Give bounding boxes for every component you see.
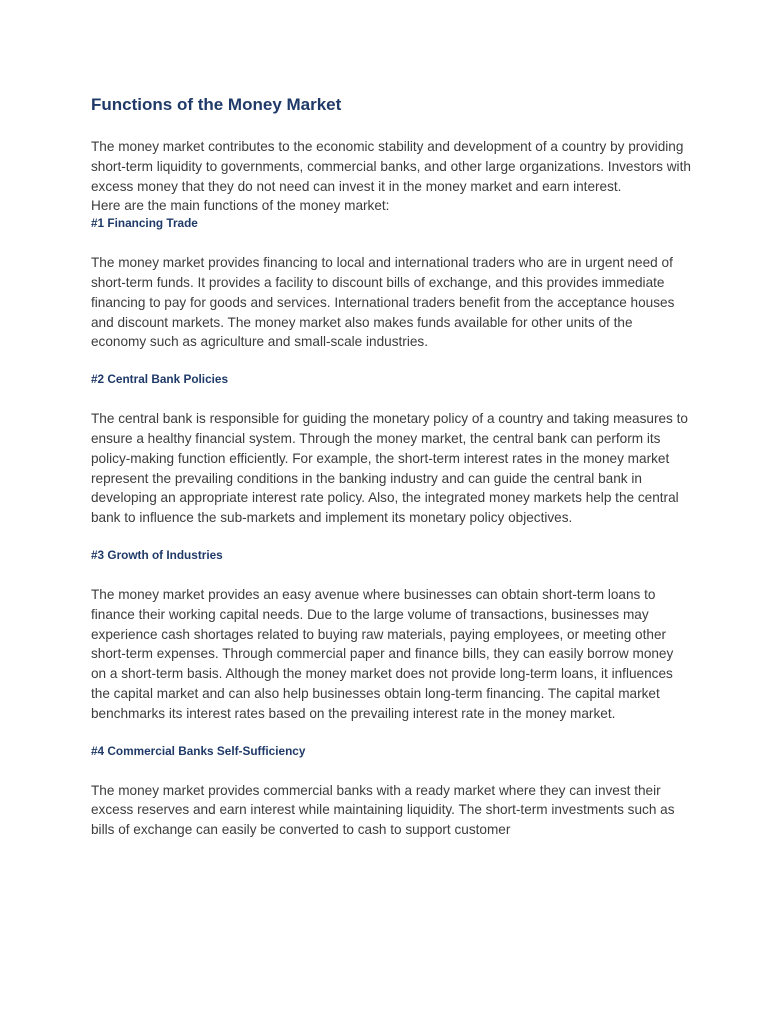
intro-paragraph: The money market contributes to the economic stability and development of a country by providing short-term liquidity to governments, commercial banks, and other large organizations. Investors with excess money that they do not need can invest it in the money market and earn interest. — [91, 139, 691, 194]
lead-paragraph: Here are the main functions of the money market: — [91, 198, 390, 214]
section-heading: #4 Commercial Banks Self-Sufficiency — [91, 743, 306, 758]
section-paragraph: The central bank is responsible for guiding the monetary policy of a country and taking measures to ensure a healthy financial system. Through the money market, the central bank can perform its policy-making function efficiently. For example, the short-term interest rates in the money market represent the prevailing conditions in the banking industry and can guide the central bank in developing an appropriate interest rate policy. Also, the integrated money markets help the central bank to influence the sub-markets and implement its monetary policy objectives. — [91, 411, 688, 526]
section-central-bank-policies — [91, 372, 691, 528]
document-title: Functions of the Money Market — [91, 95, 342, 114]
section-paragraph: The money market provides an easy avenue where businesses can obtain short-term loans to finance their working capital needs. Due to the large volume of transactions, businesses may experience cash shortages related to buying raw materials, paying employees, or meeting other short-term expenses. Through commercial paper and finance bills, they can easily borrow money on a short-term basis. Although the money market does not provide long-term loans, it influences the capital market and can also help businesses obtain long-term financing. The capital market benchmarks its interest rates based on the prevailing interest rate in the money market. — [91, 586, 674, 721]
section-growth-of-industries — [91, 548, 691, 724]
section-financing-trade — [91, 216, 691, 352]
section-paragraph: The money market provides commercial banks with a ready market where they can invest their excess reserves and earn interest while maintaining liquidity. The short-term investments such as bills of exchange can easily be converted to cash to support customer — [91, 782, 675, 838]
document-page — [91, 94, 691, 860]
section-heading: #2 Central Bank Policies — [91, 372, 229, 387]
section-heading: #3 Growth of Industries — [91, 547, 223, 562]
section-commercial-banks — [91, 744, 691, 840]
section-paragraph: The money market provides financing to local and international traders who are in urgent need of short-term funds. It provides a facility to discount bills of exchange, and this provides immediate financing to pay for goods and services. International traders benefit from the acceptance houses and discount markets. The money market also makes funds available for other units of the economy such as agriculture and small-scale industries. — [91, 255, 675, 350]
section-heading: #1 Financing Trade — [91, 216, 198, 231]
